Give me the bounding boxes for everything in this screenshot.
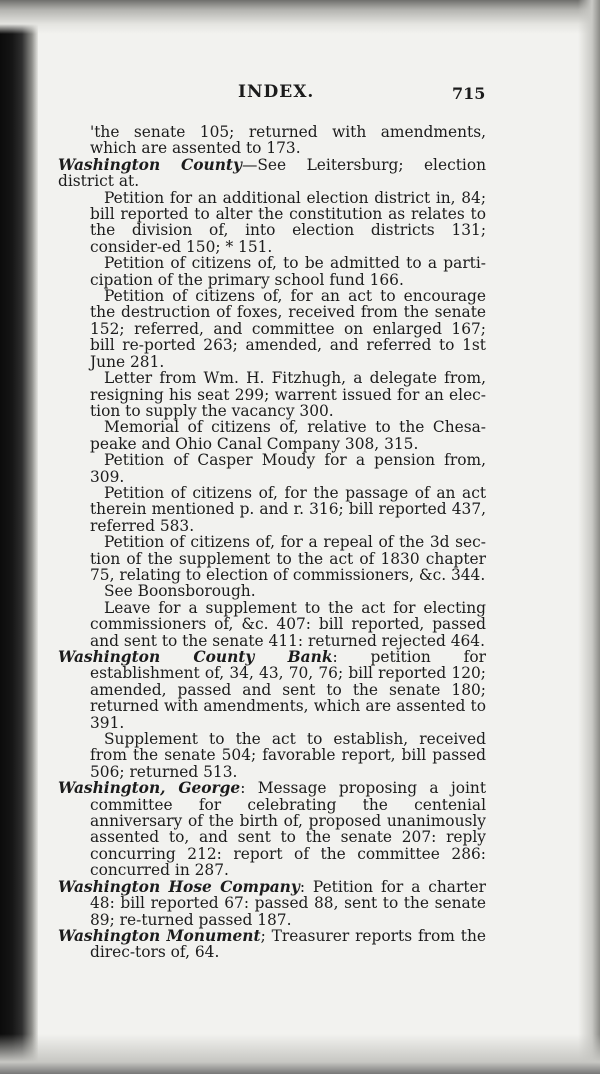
entry-text: Petition of citizens of, for an act to encourage the destruction of foxes, received from the senate 152; referred, and committee on enlarged 167; bill re-ported 263; amended, and referred to 1st June 281. bbox=[90, 287, 486, 371]
book-binding-shadow bbox=[0, 0, 38, 1074]
entry-name: Washington County Bank bbox=[58, 648, 333, 666]
entry-text: Letter from Wm. H. Fitzhugh, a delegate from, resigning his seat 299; warrent issued for an elec-tion to supply the vacancy 300. bbox=[90, 369, 486, 420]
entry-text: Leave for a supplement to the act for electing commissioners of, &c. 407: bill reported, passed and sent to the senate 411: returned rejected 464. bbox=[90, 598, 486, 650]
entry-text: Memorial of citizens of, relative to the Chesa-peake and Ohio Canal Company 308, 315. bbox=[90, 418, 486, 453]
entry-heading-line bbox=[46, 928, 486, 961]
entry-text: ; Treasurer reports from the direc-tors of, 64. bbox=[90, 926, 486, 962]
index-entry-washington-county bbox=[46, 157, 486, 649]
page-bottom-edge bbox=[0, 1034, 600, 1074]
entry-text: : petition for establishment of, 34, 43, 70, 76; bill reported 120; amended, passed and sent to the senate 180; returned with amendments, which are assented to 391. bbox=[90, 648, 486, 732]
index-entry-washington-monument bbox=[46, 928, 486, 961]
entry-name: Washington County bbox=[58, 155, 242, 174]
index-entry-washington-hose-company bbox=[46, 879, 486, 928]
entry-text: Supplement to the act to establish, received from the senate 504; favorable report, bill passed 506; returned 513. bbox=[90, 730, 486, 781]
entry-text: : Petition for a charter 48: bill reported 67: passed 88, sent to the senate 89; re-turned passed 187. bbox=[90, 877, 486, 929]
entry-name: Washington, George bbox=[58, 779, 241, 798]
running-title: INDEX. bbox=[238, 82, 315, 102]
entry-text: Petition of citizens of, to be admitted to a parti-cipation of the primary school fund 166. bbox=[90, 254, 486, 289]
entry-text: Petition for an additional election district in, 84; bill reported to alter the constitution as relates to the division of, into election districts 131; consider-ed 150; * 151. bbox=[90, 188, 486, 256]
index-entry-washington-county-bank bbox=[46, 649, 486, 780]
entry-text: —See Leitersburg; election district at. bbox=[58, 155, 486, 191]
page-top-edge bbox=[0, 0, 600, 34]
entry-name: Washington Monument bbox=[58, 926, 261, 945]
index-entry-washington-george bbox=[46, 780, 486, 878]
entry-name: Washington Hose Company bbox=[58, 877, 300, 896]
entry-text: 'the senate 105; returned with amendments, which are assented to 173. bbox=[90, 123, 486, 158]
page-right-edge bbox=[578, 0, 600, 1074]
page-number: 715 bbox=[452, 84, 486, 103]
index-entry-continuation bbox=[46, 124, 486, 157]
entry-heading-line bbox=[46, 780, 486, 878]
page-header bbox=[0, 82, 600, 112]
entry-text: See Boonsborough. bbox=[104, 582, 256, 601]
entry-heading-line bbox=[46, 157, 486, 190]
index-entries bbox=[46, 124, 486, 961]
entry-heading-line bbox=[46, 649, 486, 731]
entry-text: Petition of citizens of, for a repeal of the 3d sec-tion of the supplement to the act of 1830 chapter 75, relating to election of commissioners, &c. 344. bbox=[90, 533, 486, 584]
entry-text: : Message proposing a joint committee for celebrating the centenial anniversary of the birth of, proposed unanimously assented to, and sent to the senate 207: reply concurring 212: report of the committee 286: concurred in 287. bbox=[90, 779, 487, 880]
entry-text: Petition of Casper Moudy for a pension from, 309. bbox=[90, 451, 486, 486]
entry-text: Petition of citizens of, for the passage of an act therein mentioned p. and r. 316; bill reported 437, referred 583. bbox=[90, 483, 486, 535]
entry-heading-line bbox=[46, 879, 486, 928]
